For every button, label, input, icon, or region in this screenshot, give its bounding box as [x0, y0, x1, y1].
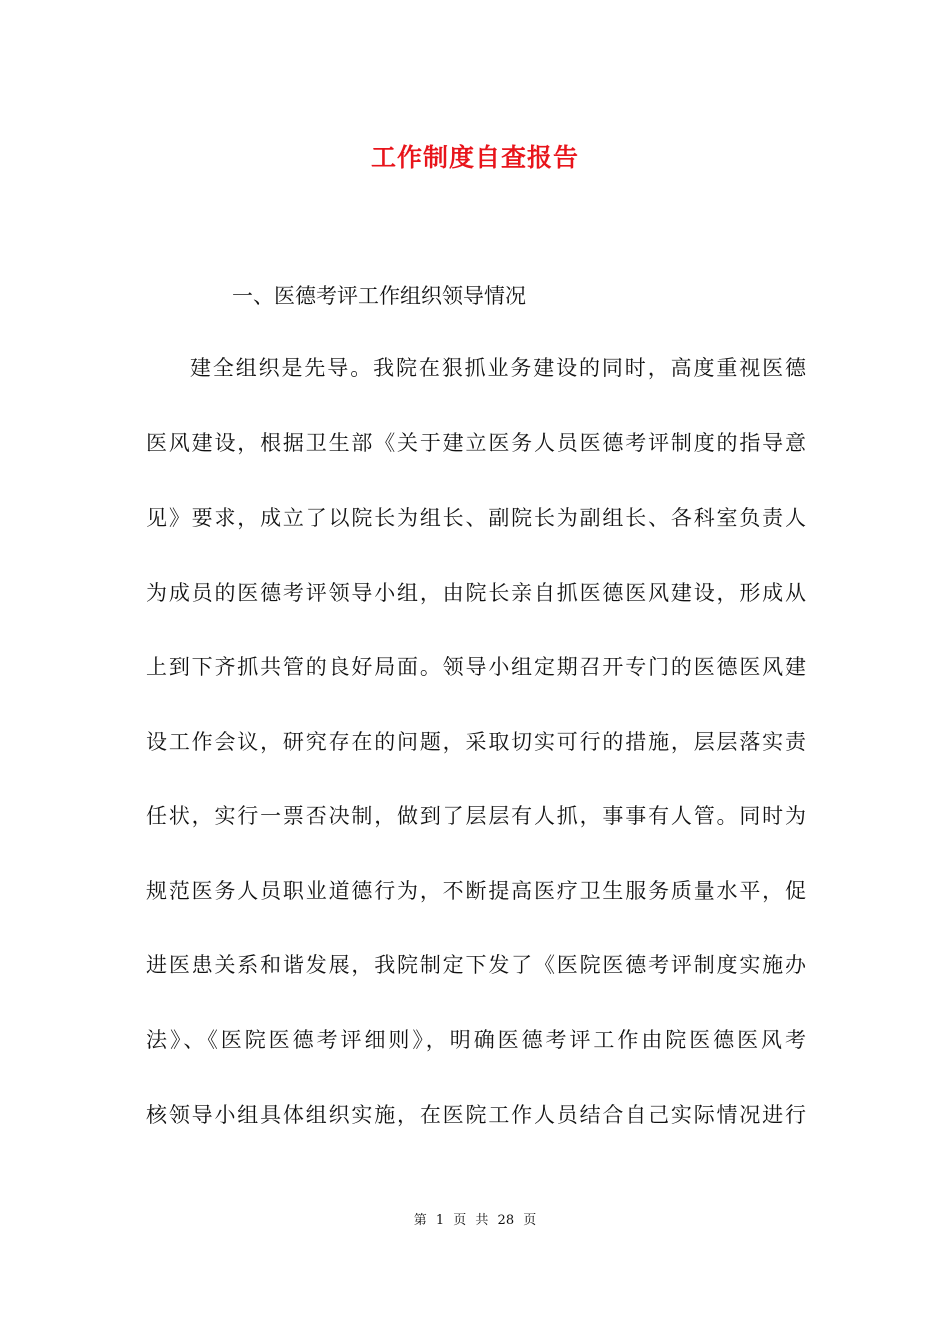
body-line: 设工作会议，研究存在的问题，采取切实可行的措施，层层落实责	[146, 730, 806, 754]
body-line: 规范医务人员职业道德行为，不断提高医疗卫生服务质量水平，促	[146, 879, 806, 903]
body-line: 建全组织是先导。我院在狠抓业务建设的同时，高度重视医德	[190, 356, 806, 380]
document-title: 工作制度自查报告	[370, 143, 579, 172]
body-line: 核领导小组具体组织实施，在医院工作人员结合自己实际情况进行	[146, 1103, 806, 1127]
body-line: 进医患关系和谐发展，我院制定下发了《医院医德考评制度实施办	[146, 953, 806, 977]
body-line: 上到下齐抓共管的良好局面。领导小组定期召开专门的医德医风建	[146, 655, 806, 679]
section-heading: 一、医德考评工作组织领导情况	[232, 284, 526, 308]
body-line: 法》、《医院医德考评细则》，明确医德考评工作由院医德医风考	[146, 1028, 806, 1052]
body-line: 任状，实行一票否决制，做到了层层有人抓，事事有人管。同时为	[146, 804, 806, 828]
body-line: 见》要求，成立了以院长为组长、副院长为副组长、各科室负责人	[146, 506, 806, 530]
body-line: 医风建设，根据卫生部《关于建立医务人员医德考评制度的指导意	[146, 431, 806, 455]
body-line: 为成员的医德考评领导小组，由院长亲自抓医德医风建设，形成从	[146, 581, 806, 605]
page-number-footer: 第 1 页 共 28 页	[413, 1213, 537, 1228]
